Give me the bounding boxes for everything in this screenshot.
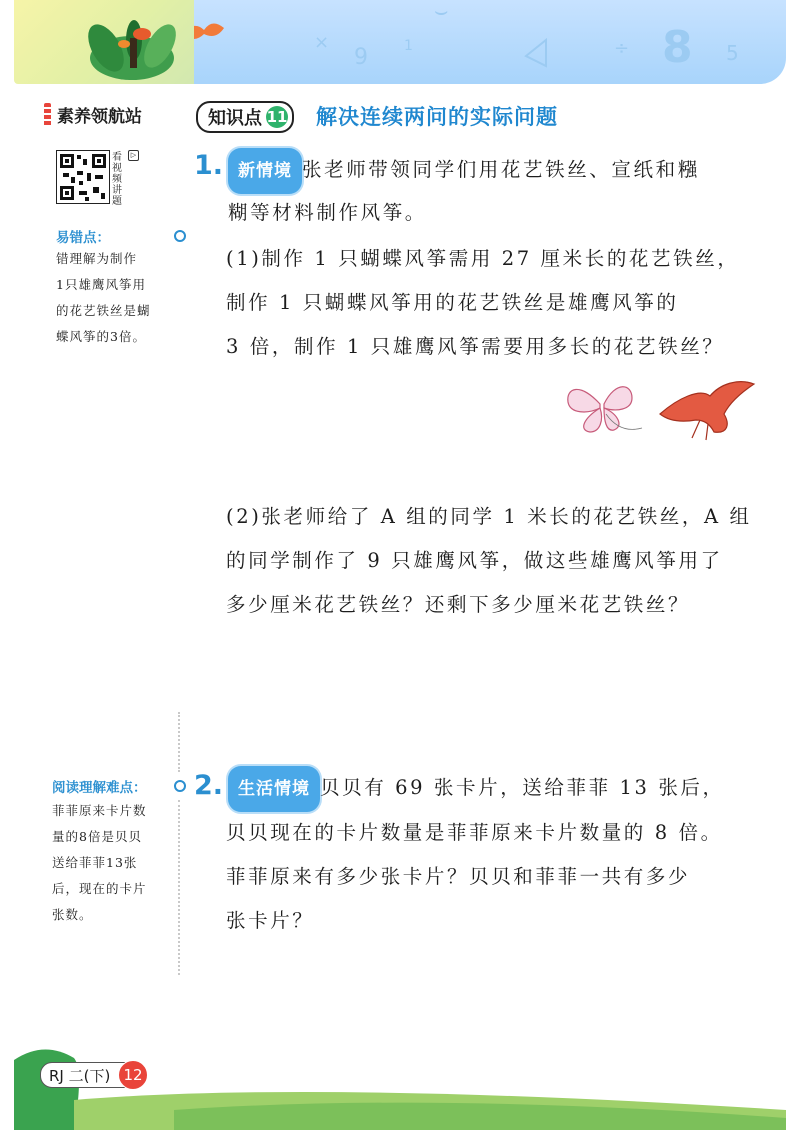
problem1-intro-line1: 张老师带领同学们用花艺铁丝、宣纸和糨 [302, 158, 700, 181]
edition-label: RJ 二(下) [40, 1062, 145, 1088]
header-banner-right [194, 0, 786, 84]
tip1-line: 错理解为制作 [56, 251, 138, 266]
problem2-tag: 生活情境 [228, 766, 320, 812]
tip1-line: 1只雄鹰风筝用 [56, 277, 146, 292]
kites-illustration [560, 374, 760, 444]
qr-caption: 看视频讲题 [112, 152, 122, 207]
svg-text:⌣: ⌣ [434, 0, 449, 24]
play-icon[interactable]: ▷ [128, 150, 139, 161]
sidebar-divider [178, 712, 180, 772]
section-badge [196, 101, 294, 133]
tip2-line: 张数。 [52, 907, 93, 922]
page-number: 12 [118, 1060, 148, 1090]
tip1-label: 易错点： [56, 230, 110, 246]
section-number: 11 [266, 108, 288, 126]
svg-text:8: 8 [662, 22, 693, 73]
problem1-q2-line: (2)张老师给了 A 组的同学 1 米长的花艺铁丝，A 组 [226, 505, 752, 528]
butterfly-kite-icon [568, 387, 642, 432]
problem2-line: 菲菲原来有多少张卡片？贝贝和菲菲一共有多少 [226, 865, 691, 888]
problem2-line1 [228, 766, 725, 812]
sidebar-divider [178, 800, 180, 975]
problem1-tag: 新情境 [228, 148, 302, 194]
qr-code[interactable] [56, 150, 110, 204]
eagle-kite-icon [660, 382, 754, 440]
tip2-line: 送给菲菲13张 [52, 855, 138, 870]
tip2-body [52, 798, 172, 928]
section-badge-label: 知识点 [208, 108, 262, 129]
problem1-q1-line: 制作 1 只蝴蝶风筝用的花艺铁丝是雄鹰风筝的 [226, 291, 679, 314]
problem1-question1 [226, 238, 786, 368]
qr-code-icon [57, 151, 109, 203]
tip1-line: 蝶风筝的3倍。 [56, 329, 146, 344]
tip2-line: 菲菲原来卡片数 [52, 803, 147, 818]
tip1-marker-icon [174, 230, 186, 242]
svg-text:×: × [314, 32, 330, 53]
problem1-q2-line: 多少厘米花艺铁丝？还剩下多少厘米花艺铁丝？ [226, 593, 691, 616]
problem1-q2-line: 的同学制作了 9 只雄鹰风筝，做这些雄鹰风筝用了 [226, 549, 723, 572]
problem2-line: 贝贝现在的卡片数量是菲菲原来卡片数量的 8 倍。 [226, 821, 723, 844]
problem2-body [226, 812, 786, 942]
svg-text:1: 1 [404, 38, 413, 54]
tip2-marker-icon [174, 780, 186, 792]
svg-text:9: 9 [354, 45, 368, 70]
problem1-intro [228, 148, 700, 194]
problem2-line1-text: 贝贝有 69 张卡片，送给菲菲 13 张后， [320, 776, 725, 799]
tip1-line: 的花艺铁丝是蝴 [56, 303, 151, 318]
title-bar-icon [44, 103, 51, 127]
problem2-line: 张卡片？ [226, 909, 315, 932]
math-symbols-decoration [194, 0, 786, 84]
problem1-intro-line2: 糊等材料制作风筝。 [228, 201, 427, 224]
problem1-q1-line: (1)制作 1 只蝴蝶风筝需用 27 厘米长的花艺铁丝， [226, 247, 740, 270]
tip1-body [56, 246, 174, 350]
section-title: 解决连续两问的实际问题 [316, 105, 558, 129]
header-banner-left [14, 0, 194, 84]
problem1-question2 [226, 496, 786, 626]
problem2-number: 2. [194, 770, 224, 801]
plant-illustration [14, 0, 194, 84]
tip2-line: 后，现在的卡片 [52, 881, 147, 896]
svg-text:5: 5 [726, 41, 739, 65]
sidebar-title [44, 102, 142, 127]
svg-text:÷: ÷ [614, 38, 630, 59]
problem1-number: 1. [194, 150, 224, 181]
tip2-line: 量的8倍是贝贝 [52, 829, 142, 844]
sidebar-title-text: 素养领航站 [57, 107, 142, 127]
tip2-label: 阅读理解难点： [52, 780, 147, 796]
problem1-q1-line: 3 倍，制作 1 只雄鹰风筝需要用多长的花艺铁丝？ [226, 335, 725, 358]
